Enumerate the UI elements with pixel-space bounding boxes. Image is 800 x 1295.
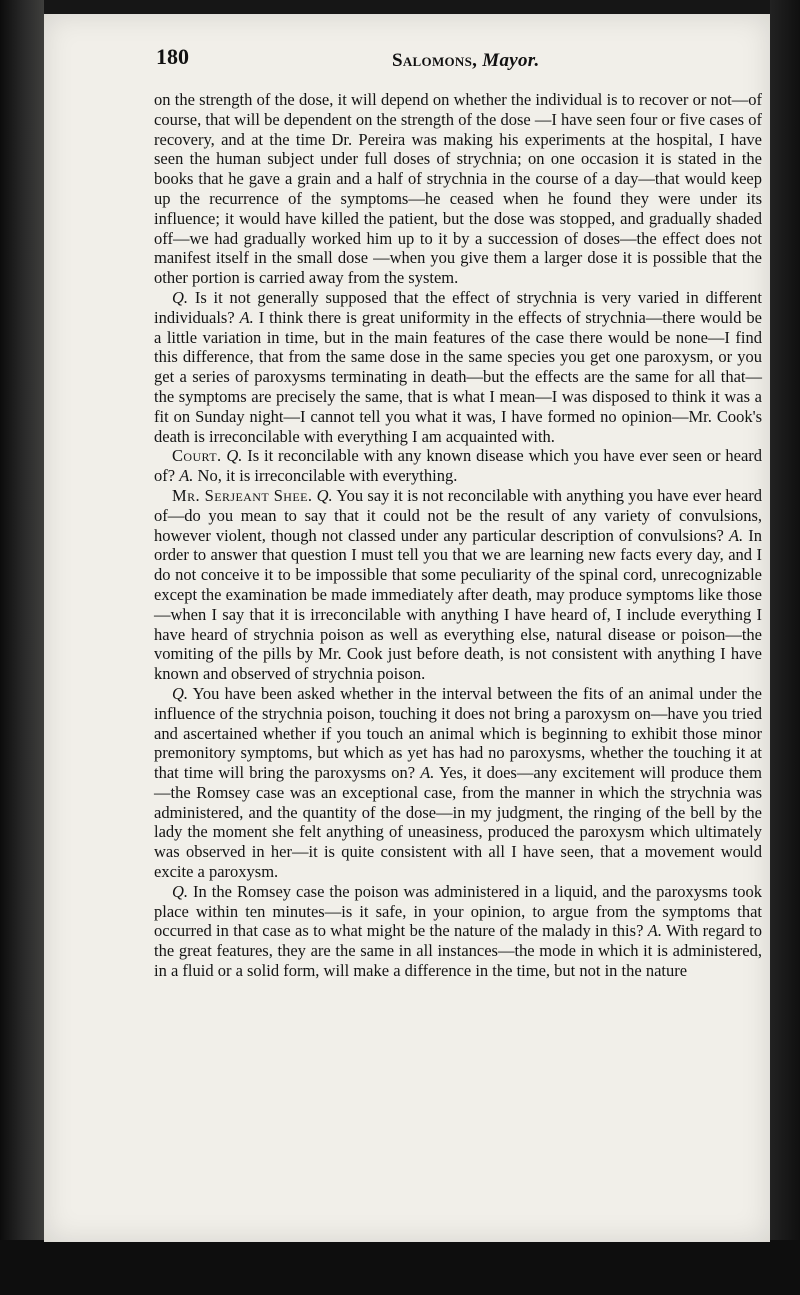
testimony-paragraph [154,684,762,882]
question-text: In the Romsey case the poison was administered in a liquid, and the paroxysms took place within ten minutes—is it safe, in your opinion, to argue from the symptoms that occurred in that case as to what might be the nature of the malady in this? [154,881,762,941]
question-text: Is it not generally supposed that the effect of strychnia is very varied in different individuals? [154,287,762,327]
answer-marker: A. [420,763,435,783]
answer-marker: A. [728,525,744,545]
testimony-paragraph [154,882,762,981]
question-text: You say it is not reconcilable with anything you have ever heard of—do you mean to say that it could not be the result of any variety of convulsions, however violent, though not classed under any particular description of convulsions? [154,485,763,545]
question-text: Is it reconcilable with any known disease which you have ever seen or heard of? [154,446,763,486]
page-header [156,42,760,82]
book-gutter-shadow [0,0,44,1295]
answer-text: In order to answer that question I must tell you that we are learning new facts every day, and I do not conceive it to be impossible that some peculiarity of the spinal cord, unrecognizable except the examination be made immediately after death, may produce symptoms like those—when I say that it is irreconcilable with anything I have heard of, I include everything I have heard of strychnia poison as well as everything else, natural disease or poison—the vomiting of the pills by Mr. Cook just before death, is not consistent with anything I have known and observed of strychnia poison. [154,525,762,684]
question-marker: Q. [172,683,189,703]
answer-text: Yes, it does—any excitement will produce them—the Romsey case was an exceptional case, from the manner in which the strychnia was administered, and the quantity of the dose—in my judgment, the ringing of the bell by the lady the moment she felt anything of uneasiness, produced the paroxysm which ultimately was observed in her—it is quite consistent with all I have seen, that a movement would excite a paroxysm. [154,763,763,882]
speaker-label: Mr. Serjeant Shee. [172,485,313,505]
testimony-paragraph [154,486,762,684]
question-marker: Q. [172,287,189,307]
question-marker: Q. [172,881,189,901]
question-marker: Q. [316,485,333,505]
running-head-name: Salomons, [392,50,478,71]
running-head-title: Mayor. [482,50,540,71]
book-right-edge [770,0,800,1295]
testimony-paragraph [154,446,762,486]
answer-marker: A. [179,466,194,486]
scan-bottom-border [0,1240,800,1295]
book-page [44,14,770,1242]
continued-paragraph: on the strength of the dose, it will depend on whether the individual is to recover or not—of course, that will be dependent on the strength of the dose —I have seen four or five cases of recovery, and at the time Dr. Pereira was making his experiments at the hospital, I have seen the human subject under full doses of strychnia; on one occasion it is stated in the books that he gave a grain and a half of strychnia in the course of a day—that would keep up the recurrence of the symptoms—he ceased when he found they were under its influence; it would have killed the patient, but the dose was stopped, and gradually shaded off—we had gradually worked him up to it by a succession of doses—the effect does not manifest itself in the small dose —when you give them a larger dose it is possible that the other portion is carried away from the system. [154,90,762,288]
question-marker: Q. [226,446,243,466]
answer-text: I think there is great uniformity in the effects of strychnia—there would be a little variation in time, but in the main features of the case there would be none—I find this difference, that from the same dose in the same species you get one paroxysm, or you get a series of paroxysms terminating in death—but the effects are the same for all that—the symptoms are precisely the same, that is what I mean—I was disposed to think it was a fit on Sunday night—I cannot tell you what it was, I have formed no opinion—Mr. Cook's death is irreconcilable with everything I am acquainted with. [154,307,763,446]
page-number: 180 [156,44,189,69]
speaker-label: Court. [172,446,222,466]
answer-text: No, it is irreconcilable with everything. [197,466,458,486]
running-head [392,50,540,72]
answer-marker: A. [647,921,662,941]
answer-marker: A. [239,307,254,327]
question-text: You have been asked whether in the interval between the fits of an animal under the influence of the strychnia poison, touching it does not bring a paroxysm on—have you tried and ascertained whether if you touch an animal which is beginning to exhibit those minor premonitory symptoms, but which as yet has had no paroxysms, whether the touching it at that time will bring the paroxysms on? [154,683,762,783]
answer-text: With regard to the great features, they are the same in all instances—the mode in which it is administered, in a fluid or a solid form, will make a difference in the time, but not in the nature [154,921,762,981]
testimony-paragraph [154,288,762,446]
page-body [154,90,762,981]
